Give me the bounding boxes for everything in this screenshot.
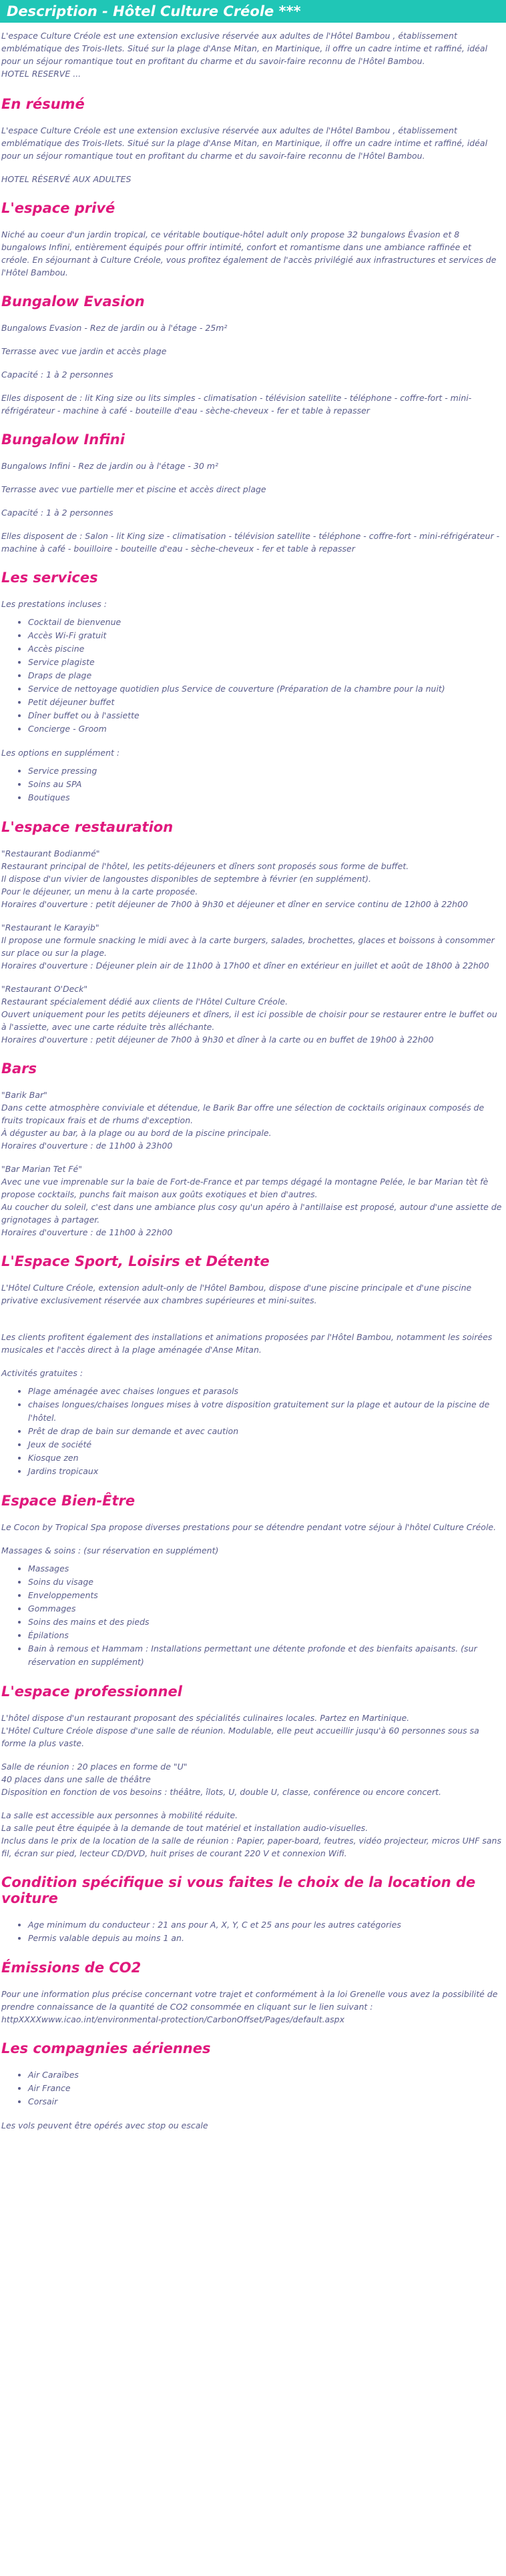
heading-co2: Émissions de CO2: [1, 1960, 142, 1976]
services-included-list: [1, 616, 502, 736]
list-item: • Enveloppements: [28, 1589, 502, 1602]
espace-text: Niché au coeur d'un jardin tropical, ce véritable boutique-hôtel adult only propose 32 bungalows Évasion et 8 bungalows Infini, entièrement équipés pour offrir intimité, confort et romantisme dans une ambiance raffinée et créole. En séjournant à Culture Créole, vous profitez également de l'accès privilégié aux infrastructures et services de l'Hôtel Bambou.: [1, 229, 497, 277]
list-item: • Air Caraïbes: [28, 2068, 502, 2082]
co2-text: Pour une information plus précise concernant votre trajet et conformément à la loi Grenelle vous avez la possibilité de prendre connaissance de la quantité de CO2 consommée en cliquant sur le lien suivant : httpXXXXwww.icao.int/environmental-protection/CarbonOffset/Pages/default.aspx: [1, 1989, 498, 2024]
airlines-note: Les vols peuvent être opérés avec stop ou escale: [1, 2120, 208, 2130]
list-item: • Air France: [28, 2082, 502, 2095]
intro-text: L'espace Culture Créole est une extension exclusive réservée aux adultes de l'Hôtel Bambou , établissement emblématique des Trois-Ilets. Situé sur la plage d'Anse Mitan, en Martinique, il offre un cadre intime et raffiné, idéal pour un séjour romantique tout en profitant du charme et du savoir-faire reconnu de l'Hôtel Bambou. HOTEL RESERVE ...: [1, 31, 488, 79]
page-title: Description - Hôtel Culture Créole ***: [7, 3, 301, 19]
sport-text: L'Hôtel Culture Créole, extension adult-only de l'Hôtel Bambou, dispose d'une piscine principale et d'une piscine privative exclusivement réservée aux chambres supérieures et mini-suites.: [1, 1283, 472, 1305]
list-item: • Boutiques: [28, 791, 502, 804]
heading-professionnel: L'espace professionnel: [1, 1684, 182, 1700]
list-item: • Permis valable depuis au moins 1 an.: [28, 1932, 502, 1945]
condition-list: [1, 1918, 502, 1945]
list-item: • Gommages: [28, 1602, 502, 1616]
resume-note: HOTEL RÉSERVÉ AUX ADULTES: [1, 174, 132, 184]
heading-bars: Bars: [1, 1061, 37, 1077]
list-item: • Soins du visage: [28, 1575, 502, 1589]
evasion-line: Capacité : 1 à 2 personnes: [1, 370, 113, 380]
heading-condition: Condition spécifique si vous faites le choix de la location de voiture: [1, 1874, 476, 1906]
bienetre-text: Le Cocon by Tropical Spa propose diverses prestations pour se détendre pendant votre séjour à l'hôtel Culture Créole.: [1, 1522, 497, 1532]
pro-text: La salle est accessible aux personnes à mobilité réduite. La salle peut être équipée à la demande de tout matériel et installation audio-visuelles. Inclus dans le prix de la location de la salle de réunion : Papier, paper-board, feutres, vidéo projecteur, micros UHF sans fil, écran sur pied, lecteur CD/DVD, huit prises de courant 220 V et connexion Wifi.: [1, 1810, 501, 1858]
list-item: • Concierge - Groom: [28, 722, 502, 736]
list-item: • Bain à remous et Hammam : Installations permettant une détente profonde et des bienfaits apaisants. (sur réservation en supplément): [28, 1642, 502, 1669]
list-item: • Petit déjeuner buffet: [28, 696, 502, 709]
evasion-line: Bungalows Evasion - Rez de jardin ou à l'étage - 25m²: [1, 323, 228, 333]
heading-espace-prive: L'espace privé: [1, 200, 115, 216]
heading-airlines: Les compagnies aériennes: [1, 2040, 211, 2056]
restaurant-block: "Restaurant Bodianmé" Restaurant principal de l'hôtel, les petits-déjeuners et dîners sont proposés sous forme de buffet. Il dispose d'un vivier de langoustes disponibles de septembre à février (en supplément). Pour le déjeuner, un menu à la carte proposée. Horaires d'ouverture : petit déjeuner de 7h00 à 9h30 et déjeuner et dîner en service continu de 12h00 à 22h00: [1, 848, 469, 909]
list-item: • Service pressing: [28, 764, 502, 778]
infini-line: Bungalows Infini - Rez de jardin ou à l'étage - 30 m²: [1, 461, 218, 471]
services-included-label: Les prestations incluses :: [1, 599, 107, 609]
list-item: • Cocktail de bienvenue: [28, 616, 502, 629]
pro-text: Salle de réunion : 20 places en forme de "U" 40 places dans une salle de théâtre Disposition en fonction de vos besoins : théâtre, îlots, U, double U, classe, conférence ou encore concert.: [1, 1762, 441, 1797]
infini-line: Capacité : 1 à 2 personnes: [1, 508, 113, 518]
list-item: • Plage aménagée avec chaises longues et parasols: [28, 1385, 502, 1398]
resume-text: L'espace Culture Créole est une extension exclusive réservée aux adultes de l'Hôtel Bambou , établissement emblématique des Trois-Ilets. Situé sur la plage d'Anse Mitan, en Martinique, il offre un cadre intime et raffiné, idéal pour un séjour romantique tout en profitant du charme et du savoir-faire reconnu de l'Hôtel Bambou.: [1, 125, 488, 161]
list-item: • Accès piscine: [28, 642, 502, 656]
list-item: • Soins au SPA: [28, 778, 502, 791]
bienetre-list: [1, 1562, 502, 1669]
restaurant-block: "Restaurant O'Deck" Restaurant spécialement dédié aux clients de l'Hôtel Culture Créole. Ouvert uniquement pour les petits déjeuners et dîners, il est ici possible de choisir pour se restaurer entre le buffet ou à l'assiette, avec une carte réduite très alléchante. Horaires d'ouverture : petit déjeuner de 7h00 à 9h30 et dîner à la carte ou en buffet de 19h00 à 22h00: [1, 984, 497, 1045]
heading-restauration: L'espace restauration: [1, 819, 174, 835]
list-item: • Jardins tropicaux: [28, 1465, 502, 1478]
infini-line: Elles disposent de : Salon - lit King size - climatisation - télévision satellite - téléphone - coffre-fort - mini-réfrigérateur - machine à café - bouilloire - bouteille d'eau - sèche-cheveux - fer et table à repasser: [1, 531, 500, 554]
list-item: • chaises longues/chaises longues mises à votre disposition gratuitement sur la plage et autour de la piscine de l'hôtel.: [28, 1398, 502, 1425]
sport-free-label: Activités gratuites :: [1, 1368, 83, 1378]
heading-bungalow-infini: Bungalow Infini: [1, 432, 125, 448]
heading-bien-etre: Espace Bien-Être: [1, 1493, 136, 1509]
bar-block: "Bar Marian Tet Fé" Avec une vue imprenable sur la baie de Fort-de-France et par temps dégagé la montagne Pelée, le bar Marian tèt fè propose cocktails, punchs fait maison aux goûts exotiques et bien d'autres. Au coucher du soleil, c'est dans une ambiance plus cosy qu'un apéro à l'antillaise est proposé, autour d'une assiette de grignotages à partager. Horaires d'ouverture : de 11h00 à 22h00: [1, 1164, 502, 1237]
list-item: • Jeux de société: [28, 1438, 502, 1451]
list-item: • Service de nettoyage quotidien plus Service de couverture (Préparation de la chambre pour la nuit): [28, 682, 502, 696]
services-extra-list: [1, 764, 502, 804]
title-bar: [0, 0, 506, 23]
heading-bungalow-evasion: Bungalow Evasion: [1, 293, 145, 309]
sport-free-list: [1, 1385, 502, 1478]
list-item: • Draps de plage: [28, 669, 502, 682]
list-item: • Kiosque zen: [28, 1451, 502, 1465]
bar-block: "Barik Bar" Dans cette atmosphère conviviale et détendue, le Barik Bar offre une sélection de cocktails originaux composés de fruits tropicaux frais et de rhums d'exception. À déguster au bar, à la plage ou au bord de la piscine principale. Horaires d'ouverture : de 11h00 à 23h00: [1, 1090, 485, 1151]
list-item: • Accès Wi-Fi gratuit: [28, 629, 502, 642]
list-item: • Dîner buffet ou à l'assiette: [28, 709, 502, 722]
airlines-list: [1, 2068, 502, 2108]
list-item: • Service plagiste: [28, 656, 502, 669]
restaurant-block: "Restaurant le Karayib" Il propose une formule snacking le midi avec à la carte burgers, salades, brochettes, glaces et boissons à consommer sur place ou sur la plage. Horaires d'ouverture : Déjeuner plein air de 11h00 à 17h00 et dîner en extérieur en juillet et août de 18h00 à 22h00: [1, 922, 495, 971]
infini-line: Terrasse avec vue partielle mer et piscine et accès direct plage: [1, 484, 266, 494]
heading-sport: L'Espace Sport, Loisirs et Détente: [1, 1253, 270, 1269]
evasion-line: Terrasse avec vue jardin et accès plage: [1, 346, 167, 356]
services-extra-label: Les options en supplément :: [1, 748, 120, 758]
list-item: • Prêt de drap de bain sur demande et avec caution: [28, 1425, 502, 1438]
heading-services: Les services: [1, 570, 98, 586]
content: [0, 29, 506, 2132]
evasion-line: Elles disposent de : lit King size ou lits simples - climatisation - télévision satellite - téléphone - coffre-fort - mini-réfrigérateur - machine à café - bouteille d'eau - sèche-cheveux - fer et table à repasser: [1, 393, 472, 416]
bienetre-label: Massages & soins : (sur réservation en supplément): [1, 1545, 219, 1555]
sport-text: Les clients profitent également des installations et animations proposées par l'Hôtel Bambou, notamment les soirées musicales et l'accès direct à la plage aménagée d'Anse Mitan.: [1, 1332, 493, 1355]
list-item: • Épilations: [28, 1629, 502, 1642]
list-item: • Age minimum du conducteur : 21 ans pour A, X, Y, C et 25 ans pour les autres catégories: [28, 1918, 502, 1932]
list-item: • Massages: [28, 1562, 502, 1575]
list-item: • Soins des mains et des pieds: [28, 1616, 502, 1629]
list-item: • Corsair: [28, 2095, 502, 2108]
pro-text: L'hôtel dispose d'un restaurant proposant des spécialités culinaires locales. Partez en Martinique. L'Hôtel Culture Créole dispose d'une salle de réunion. Modulable, elle peut accueillir jusqu'à 60 personnes sous sa forme la plus vaste.: [1, 1713, 479, 1748]
heading-resume: En résumé: [1, 96, 85, 112]
